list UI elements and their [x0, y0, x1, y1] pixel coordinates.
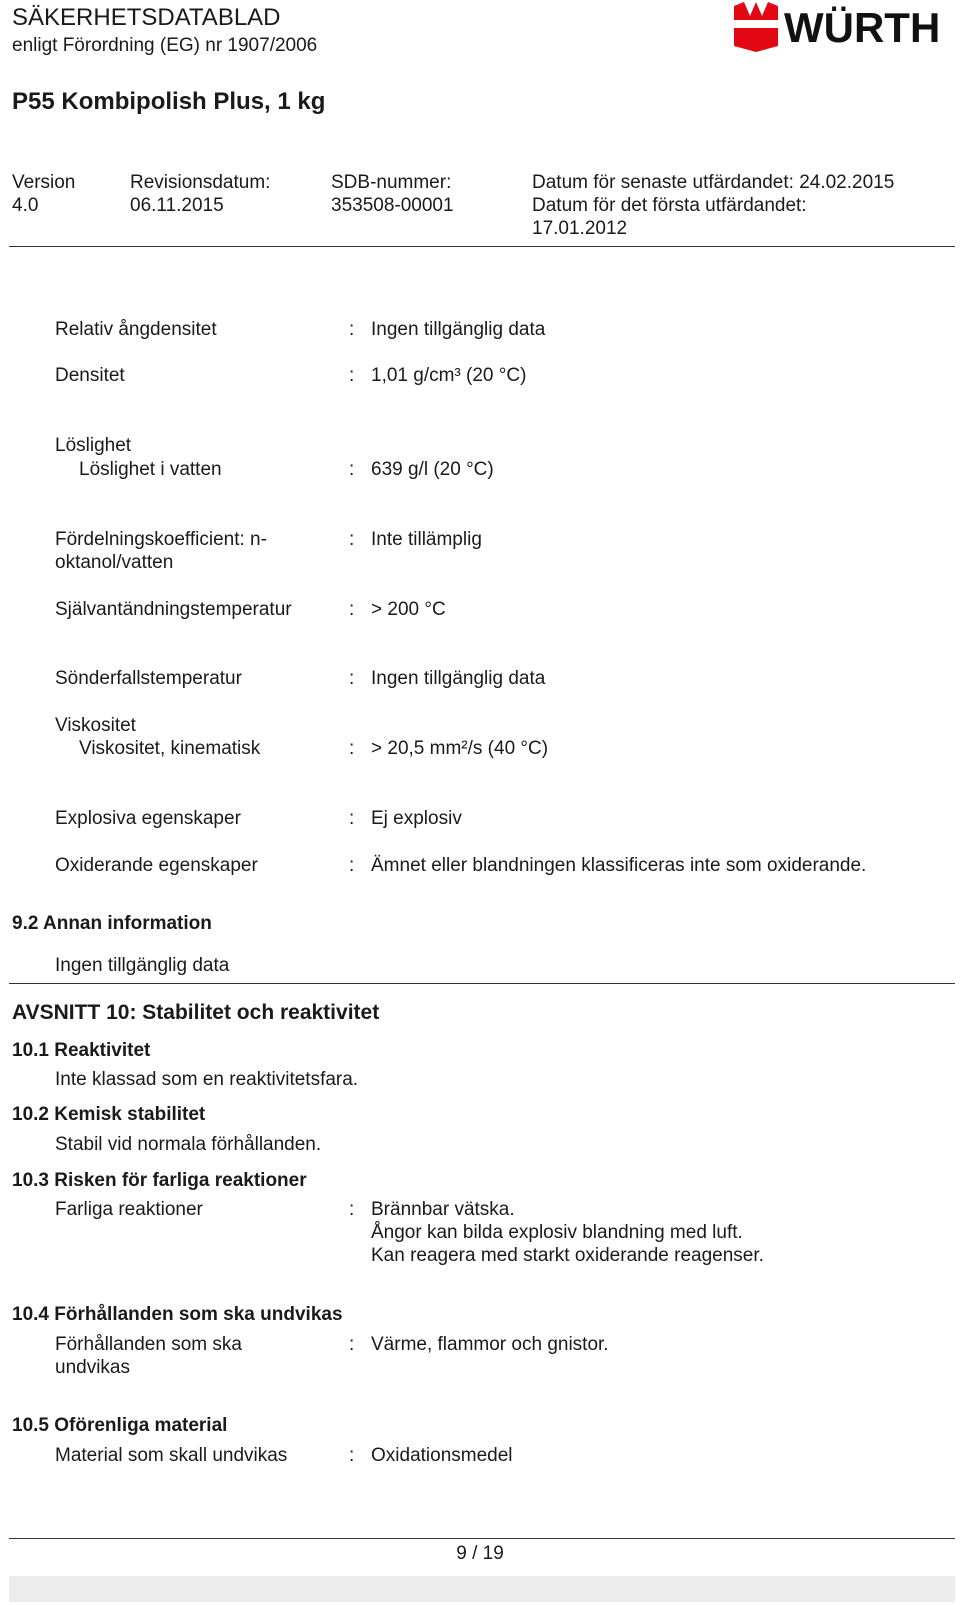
decomposition-value: Ingen tillgänglig data	[371, 668, 546, 689]
wurth-logo-icon	[734, 2, 956, 52]
conditions-label-line2: undvikas	[55, 1357, 130, 1378]
section-10-2-text: Stabil vid normala förhållanden.	[55, 1134, 322, 1155]
section-10-4-heading: 10.4 Förhållanden som ska undvikas	[12, 1304, 343, 1325]
autoignition-label: Självantändningstemperatur	[55, 599, 292, 620]
sdb-label: SDB-nummer:	[331, 172, 452, 193]
water-solubility-value: 639 g/l (20 °C)	[371, 459, 494, 480]
kinematic-viscosity-value: > 20,5 mm²/s (40 °C)	[371, 738, 549, 759]
section-10-3-heading: 10.3 Risken för farliga reaktioner	[12, 1170, 307, 1191]
conditions-label-line1: Förhållanden som ska	[55, 1334, 242, 1355]
incompatible-materials-value: Oxidationsmedel	[371, 1445, 513, 1466]
header-divider	[9, 246, 955, 247]
first-issue-label: Datum för det första utfärdandet:	[532, 195, 807, 216]
hazardous-reactions-label: Farliga reaktioner	[55, 1199, 203, 1220]
explosive-value: Ej explosiv	[371, 808, 462, 829]
separator: :	[349, 738, 355, 759]
partition-label-line2: oktanol/vatten	[55, 552, 174, 573]
section-10-title: AVSNITT 10: Stabilitet och reaktivitet	[12, 1001, 380, 1024]
water-solubility-label: Löslighet i vatten	[79, 459, 222, 480]
incompatible-materials-label: Material som skall undvikas	[55, 1445, 288, 1466]
oxidizing-value: Ämnet eller blandningen klassificeras inte som oxiderande.	[371, 855, 867, 876]
revision-value: 06.11.2015	[130, 195, 224, 216]
document-type: SÄKERHETSDATABLAD	[12, 4, 281, 31]
decomposition-label: Sönderfallstemperatur	[55, 668, 242, 689]
separator: :	[349, 599, 355, 620]
section-divider	[9, 983, 955, 984]
solubility-heading: Löslighet	[55, 435, 132, 456]
oxidizing-label: Oxiderande egenskaper	[55, 855, 258, 876]
density-label: Densitet	[55, 365, 125, 386]
conditions-value: Värme, flammor och gnistor.	[371, 1334, 609, 1355]
viscosity-heading: Viskositet	[55, 715, 136, 736]
partition-value: Inte tillämplig	[371, 529, 482, 550]
separator: :	[349, 668, 355, 689]
partition-label-line1: Fördelningskoefficient: n-	[55, 529, 267, 550]
wurth-logo	[734, 2, 956, 52]
separator: :	[349, 459, 355, 480]
section-9-2-heading: 9.2 Annan information	[12, 913, 212, 934]
footer-divider	[9, 1538, 955, 1539]
version-value: 4.0	[12, 195, 39, 216]
regulation-text: enligt Förordning (EG) nr 1907/2006	[12, 35, 318, 56]
section-9-2-text: Ingen tillgänglig data	[55, 955, 230, 976]
brand-name: WÜRTH	[784, 4, 941, 51]
footer-bar	[9, 1576, 955, 1602]
section-10-1-heading: 10.1 Reaktivitet	[12, 1040, 151, 1061]
section-10-2-heading: 10.2 Kemisk stabilitet	[12, 1104, 206, 1125]
hazardous-reactions-line-1: Brännbar vätska.	[371, 1199, 515, 1220]
section-10-1-text: Inte klassad som en reaktivitetsfara.	[55, 1069, 359, 1090]
rel-vapor-density-value: Ingen tillgänglig data	[371, 319, 546, 340]
explosive-label: Explosiva egenskaper	[55, 808, 241, 829]
separator: :	[349, 365, 355, 386]
latest-issue-date: Datum för senaste utfärdandet: 24.02.2015	[532, 172, 895, 193]
version-label: Version	[12, 172, 76, 193]
separator: :	[349, 808, 355, 829]
hazardous-reactions-line-3: Kan reagera med starkt oxiderande reagenser.	[371, 1245, 764, 1266]
sdb-value: 353508-00001	[331, 195, 454, 216]
revision-label: Revisionsdatum:	[130, 172, 271, 193]
hazardous-reactions-line-2: Ångor kan bilda explosiv blandning med luft.	[371, 1222, 743, 1243]
separator: :	[349, 855, 355, 876]
separator: :	[349, 319, 355, 340]
autoignition-value: > 200 °C	[371, 599, 446, 620]
page-number: 9 / 19	[456, 1543, 504, 1564]
first-issue-value: 17.01.2012	[532, 218, 628, 239]
rel-vapor-density-label: Relativ ångdensitet	[55, 319, 217, 340]
kinematic-viscosity-label: Viskositet, kinematisk	[79, 738, 261, 759]
density-value: 1,01 g/cm³ (20 °C)	[371, 365, 527, 386]
separator: :	[349, 1199, 355, 1220]
separator: :	[349, 529, 355, 550]
product-name: P55 Kombipolish Plus, 1 kg	[12, 88, 326, 115]
separator: :	[349, 1334, 355, 1355]
separator: :	[349, 1445, 355, 1466]
section-10-5-heading: 10.5 Oförenliga material	[12, 1415, 228, 1436]
